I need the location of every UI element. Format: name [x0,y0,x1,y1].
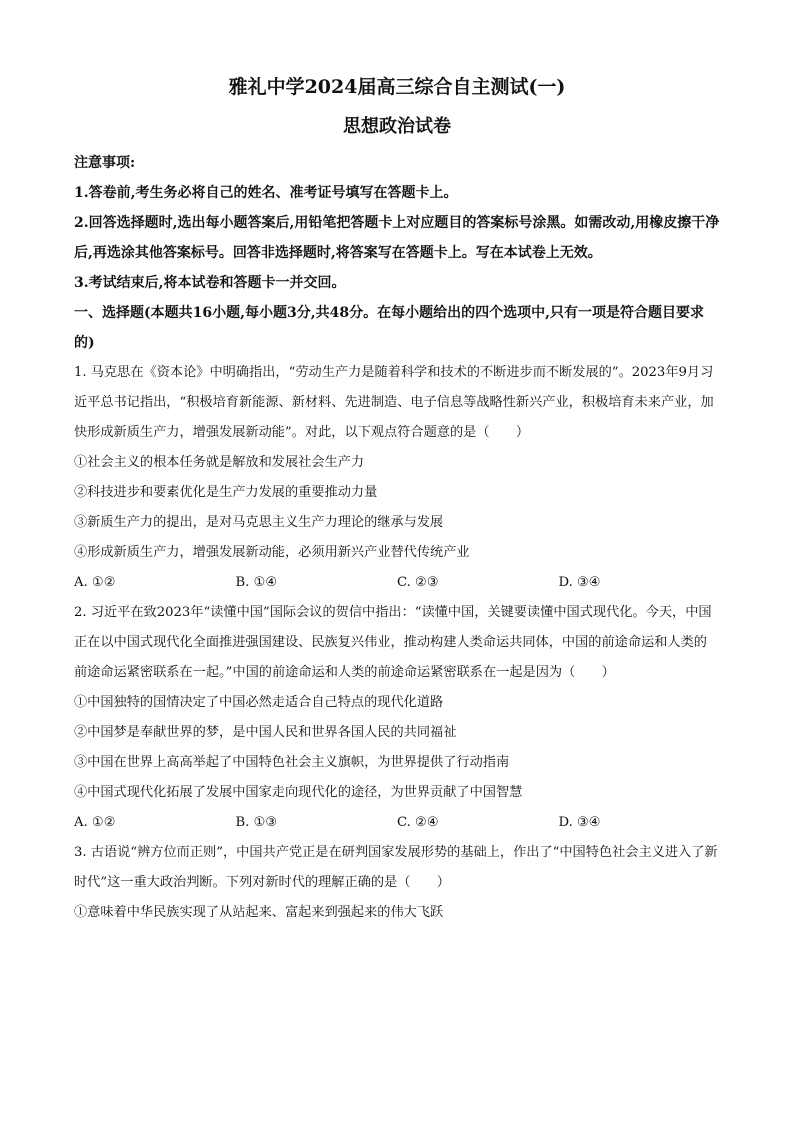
question-1 [74,358,720,598]
choice-a[interactable]: A. ①② [74,815,116,830]
choice-c[interactable]: C. ②④ [397,815,439,830]
answer-choices [74,808,720,838]
note-item: 1.答卷前,考生务必将自己的姓名、准考证号填写在答题卡上。 [74,185,458,201]
note-item: 3.考试结束后,将本试卷和答题卡一并交回。 [74,275,346,291]
statement: ③新质生产力的提出，是对马克思主义生产力理论的继承与发展 [74,515,444,530]
choice-d[interactable]: D. ③④ [558,575,601,590]
question-stem: 2. 习近平在致2023年“读懂中国”国际会议的贺信中指出：“读懂中国，关键要读懂中国式现代化。今天，中国正在以中国式现代化全面推进强国建设、民族复兴伟业，推动构建人类命运共同体，中国的前途命运和人类的前途命运紧密联系在一起。”中国的前途命运和人类的前途命运紧密联系在一起是因为（ ） [74,605,712,680]
question-3 [74,838,720,928]
choice-a[interactable]: A. ①② [74,575,116,590]
choice-b[interactable]: B. ①④ [235,575,278,590]
note-item: 2.回答选择题时,选出每小题答案后,用铅笔把答题卡上对应题目的答案标号涂黑。如需改动,用橡皮擦干净后,再选涂其他答案标号。回答非选择题时,将答案写在答题卡上。写在本试卷上无效。 [74,215,720,261]
section-heading: 一、选择题(本题共16小题,每小题3分,共48分。在每小题给出的四个选项中,只有一项是符合题目要求的) [74,305,704,351]
statement: ①中国独特的国情决定了中国必然走适合自己特点的现代化道路 [74,695,444,710]
choice-b[interactable]: B. ①③ [235,815,278,830]
choice-c[interactable]: C. ②③ [397,575,439,590]
statement: ①社会主义的根本任务就是解放和发展社会生产力 [74,455,365,470]
question-stem: 3. 古语说“辨方位而正则”，中国共产党正是在研判国家发展形势的基础上，作出了“中国特色社会主义进入了新时代”这一重大政治判断。下列对新时代的理解正确的是（ ） [74,845,718,890]
question-stem: 1. 马克思在《资本论》中明确指出，“劳动生产力是随着科学和技术的不断进步而不断发展的”。2023年9月习近平总书记指出，“积极培育新能源、新材料、先进制造、电子信息等战略性新兴产业，积极培育未来产业，加快形成新质生产力，增强发展新动能”。对此，以下观点符合题意的是（ ） [74,365,714,440]
statement: ②科技进步和要素优化是生产力发展的重要推动力量 [74,485,378,500]
statement: ④形成新质生产力，增强发展新动能，必须用新兴产业替代传统产业 [74,545,470,560]
notes-heading: 注意事项: [74,155,136,171]
question-2 [74,598,720,838]
statement: ②中国梦是奉献世界的梦，是中国人民和世界各国人民的共同福祉 [74,725,457,740]
statement: ④中国式现代化拓展了发展中国家走向现代化的途径，为世界贡献了中国智慧 [74,785,523,800]
statement: ③中国在世界上高高举起了中国特色社会主义旗帜，为世界提供了行动指南 [74,755,510,770]
notes-block [74,148,720,298]
answer-choices [74,568,720,598]
choice-d[interactable]: D. ③④ [558,815,601,830]
exam-subtitle: 思想政治试卷 [343,116,451,137]
exam-title: 雅礼中学2024届高三综合自主测试(一) [228,76,566,98]
statement: ①意味着中华民族实现了从站起来、富起来到强起来的伟大飞跃 [74,905,444,920]
